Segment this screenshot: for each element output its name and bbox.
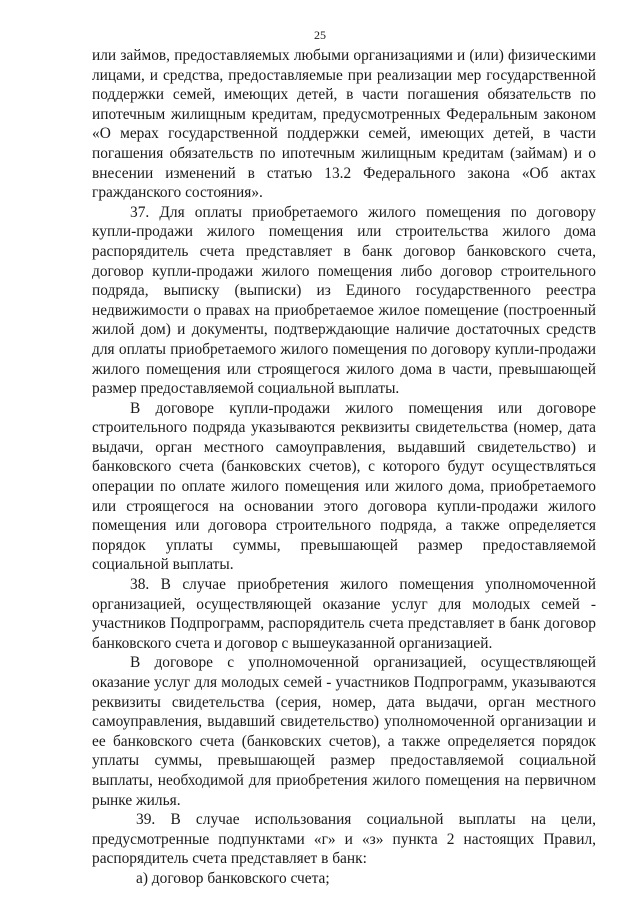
paragraph-continuation: или займов, предоставляемых любыми организациями и (или) физическими лицами, и средства, предоставляемые при реализации мер государственной поддержки семей, имеющих детей, в части погашения обязательств по ипотечным жилищным кредитам, предусмотренных Федеральным законом «О мерах государственной поддержки семей, имеющих детей, в части погашения обязательств по ипотечным жилищным кредитам (займам) и о внесении изменений в статью 13.2 Федерального закона «Об актах гражданского состояния». <box>92 47 596 202</box>
list-item-a: а) договор банковского счета; <box>136 869 330 887</box>
page-number: 25 <box>314 28 326 42</box>
paragraph-contract-details: В договоре купли-продажи жилого помещения или договоре строительного подряда указываются реквизиты свидетельства (номер, дата выдачи, орган местного самоуправления, выдавший свидетельство) и банковского счета (банковских счетов), с которого будут осуществляться операции по оплате жилого помещения или жилого дома, приобретаемого или строящегося на основании этого договора купли-продажи жилого помещения или договора строительного подряда, а также определяется порядок уплаты суммы, превышающей размер предоставляемой социальной выплаты. <box>92 399 596 574</box>
document-body <box>92 46 596 889</box>
paragraph-clause-38: 38. В случае приобретения жилого помещения уполномоченной организацией, осуществляющей оказание услуг для молодых семей - участников Подпрограмм, распорядитель счета представляет в банк договор банковского счета и договор с вышеуказанной организацией. <box>92 576 596 652</box>
paragraph-clause-39: 39. В случае использования социальной выплаты на цели, предусмотренные подпунктами «г» и «з» пункта 2 настоящих Правил, распорядитель счета представляет в банк: <box>92 811 596 868</box>
paragraph-organization-contract: В договоре с уполномоченной организацией, осуществляющей оказание услуг для молодых семей - участников Подпрограмм, указываются реквизиты свидетельства (серия, номер, дата выдачи, орган местного самоуправления, выдавший свидетельство) уполномоченной организации и ее банковского счета (банковских счетов), а также определяется порядок уплаты суммы, превышающей размер предоставляемой социальной выплаты, необходимой для приобретения жилого помещения на первичном рынке жилья. <box>92 654 596 809</box>
paragraph-clause-37: 37. Для оплаты приобретаемого жилого помещения по договору купли-продажи жилого помещения или строительства жилого дома распорядитель счета представляет в банк договор банковского счета, договор купли-продажи жилого помещения либо договор строительного подряда, выписку (выписки) из Единого государственного реестра недвижимости о правах на приобретаемое жилое помещение (построенный жилой дом) и документы, подтверждающие наличие достаточных средств для оплаты приобретаемого жилого помещения по договору купли-продажи жилого помещения или строящегося жилого дома в части, превышающей размер предоставляемой социальной выплаты. <box>92 203 596 398</box>
